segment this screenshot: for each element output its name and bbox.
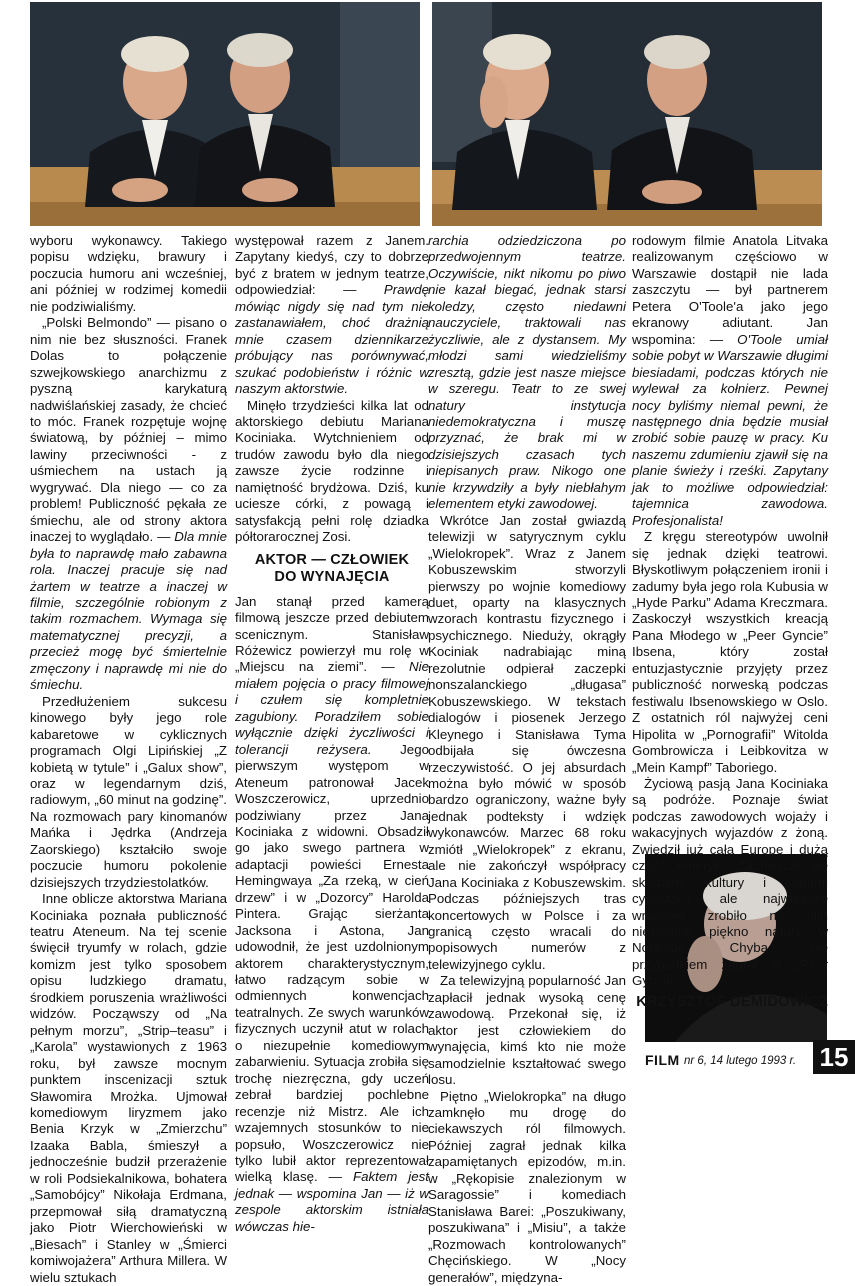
photo-two-actors-left xyxy=(30,2,420,226)
paragraph: Inne oblicze aktorstwa Mariana Kociniaka poznała publiczność teatru Ateneum. Na tej scenie święcił tryumfy w rolach, gdzie komizm jest tylko sposobem opisu ludzkiego dramatu, środkiem poruszenia wrażliwości widzów. Począwszy od „Na pełnym morzu”, „Strip–teasu” i „Karola” wystawionych z 1963 roku, był zawsze mocnym punktem inscenizacji sztuk Sławomira Mrożka. Ujmował komediowym liryzmem jako Benia Krzyk w „Zmierzchu” Izaaka Babla, śmieszył a jednocześnie budził przerażenie w roli Podsiekalnikowa, bohatera „Samobójcy” Nikołaja Erdmana, przepmował siłą dramatyczną jako Piotr Wierchowieński w „Biesach” i Stanley w „Śmierci komiwojażera” Arthura Millera. W wielu sztukach xyxy=(30,891,227,1285)
section-heading xyxy=(235,552,429,586)
paragraph: Za telewizyjną popularność Jan zapłacił jednak wysoką cenę zawodową. Przekonał się, iż aktor jest człowiekiem do wynajęcia, kimś kto nie może samodzielnie kształtować swego losu. xyxy=(428,973,626,1088)
paragraph: Wkrótce Jan został gwiazdą telewizji w satyrycznym cyklu „Wielokropek”. Wraz z Janem Kobuszewskim stworzyli pierwszy po wojnie komediowy duet, oparty na klasycznych wzorach kontrastu fizycznego i psychicznego. Nieduży, okrągły Kociniak nadrabiając miną rezolutnie odpierał zaczepki nonszalanckiego „długasa” Kobuszewskiego. W tekstach dialogów i piosenek Jerzego Kleynego i Stanisława Tyma odbijała się ówczesna rzeczywistość. O jej absurdach można było mówić w sposób bardzo ograniczony, ważne były jednak podteksty i wdzięk wykonawców. Marzec 68 roku zmiótł „Wielokropek” z ekranu, ale nie zakończył współpracy Jana Kociniaka z Kobuszewskim. Podczas późniejszych tras koncertowych w Polsce i za granicą często wracali do popisowych numerów z telewizyjnego cyklu. xyxy=(428,512,626,972)
photo-two-actors-right xyxy=(432,2,822,226)
author-byline: KRZYSZTOF DEMIDOWICZ xyxy=(636,993,828,1010)
article-column-1 xyxy=(30,233,227,1285)
paragraph: „Polski Belmondo” — pisano o nim nie bez słuszności. Franek Dolas to połączenie szwejkowskiego anarchizmu z pyszną karykaturą nadwiślańskiej zasady, że chcieć to móc. Franek rozpętuje wojnę światową, by później – mimo lawiny przeciwności - z uśmiechem na ustach ją wygrywać. Dla niego — co za problem! Publiczność pękała ze śmiechu, ale od strony aktora inaczej to wyglądało. — Dla mnie była to naprawdę mało zabawna rola. Inaczej pracuje się nad żartem w teatrze a inaczej w filmie, szczególnie robionym z takim rozmachem. Wymaga się matematycznej precyzji, a przecież mogę być śmiertelnie zmęczony i naprawdę mi nie do śmiechu. xyxy=(30,315,227,693)
magazine-name: FILM xyxy=(645,1052,680,1068)
article-column-2 xyxy=(235,233,430,1234)
paragraph: Minęło trzydzieści kilka lat od aktorskiego debiutu Mariana Kociniaka. Wytchnieniem od trudów zawodu było dla niego zawsze życie rodzinne i namiętność brydżowa. Dziś, ku uciesze córki, z powagą i satysfakcją pełni rolę dziadka półtorarocznej Zosi. xyxy=(235,397,429,545)
article-column-4 xyxy=(632,233,828,1010)
quote: Faktem jest jednak — wspomina Jan — iż w zespole aktorskim istniała wówczas hie- xyxy=(235,1169,430,1234)
quote: O'Toole umiał sobie pobyt w Warszawie długimi biesiadami, podczas których nie wylewał za kołnierz. Pewnej nocy byliśmy niemal pewni, że następnego dnia będzie musiał zrobić sobie pauzę w pracy. Ku naszemu zdumieniu zjawił się na planie świeży i rześki. Zapytany jak to możliwe odpowiedział: tajemnica zawodowa. Profesjonalista! xyxy=(632,331,828,528)
paragraph: Przedłużeniem sukcesu kinowego były jego role kabaretowe w cyklicznych programach Olgi Lipińskiej „Z kobietą w tytule” i „Galux show”, oraz w legendarnym dziś, radiowym, „60 minut na godzinę”. Na rozmowach pary kinomanów Mańka i Jędrka (Andrzeja Zaorskiego) kształciło swoje poczucie humoru pokolenie dzisiejszych trzydziestolatków. xyxy=(30,693,227,890)
paragraph: Jan stanął przed kamerą filmową jeszcze przed debiutem scenicznym. Stanisław Różewicz powierzył mu rolę w „Miejscu na ziemi”. — Nie miałem pojęcia o pracy filmowej i czułem się kompletnie zagubiony. Poradziłem sobie wyłącznie dzięki życzliwości i tolerancji reżysera. Jego pierwszym występom w Ateneum patronował Jacek Woszczerowicz, uprzednio podziwiany przez Jana Kociniaka z widowni. Obsadził go jako swego partnera w adaptacji powieści Ernesta Hemingwaya „Za rzeką, w cień drzew” i w „Dozorcy” Harolda Pintera. Grając sierżanta Jacksona i Astona, Jan udowodnił, że jest uzdolnionym aktorem charakterystycznym, łatwo radzącym sobie w odmiennych konwencjach teatralnych. Ze swych warunków fizycznych uczynił atut w rolach o niezupełnie komediowym zabarwieniu. Sytuacja zrobiła się trochę niezręczna, gdy uczeń zebrał bardziej pochlebne recenzje niż Mistrz. Ale ich wzajemnych stosunków to nie popsuło, Woszczerowicz nie tylko lubił aktor reprezentował wielką klasę. — Faktem jest jednak — wspomina Jan — iż w zespole aktorskim istniała wówczas hie- xyxy=(235,593,430,1234)
heading-line: AKTOR — CZŁOWIEK xyxy=(254,551,410,568)
quote: Nie miałem pojęcia o pracy filmowej i czułem się kompletnie zagubiony. Poradziłem sobie wyłącznie dzięki życzliwości i tolerancji reżysera. xyxy=(235,659,429,757)
paragraph: rodowym filmie Anatola Litvaka realizowanym częściowo w Warszawie dostąpił nie lada zaszczytu — był partnerem Petera O'Toole'a jako jego ekranowy adiutant. Jan wspomina: — O'Toole umiał sobie pobyt w Warszawie długimi biesiadami, podczas których nie wylewał za kołnierz. Pewnej nocy byliśmy niemal pewni, że następnego dnia będzie musiał zrobić sobie pauzę w pracy. Ku naszemu zdumieniu zjawił się na planie świeży i rześki. Zapytany jak to możliwe odpowiedział: tajemnica zawodowa. Profesjonalista! xyxy=(632,233,828,528)
paragraph: występował razem z Janem. Zapytany kiedyś, czy to dobrze być z bratem w jednym teatrze, odpowiedział: — Prawdę mówiąc nigdy się nad tym nie zastanawiałem, choć drażnią mnie czasem dziennikarze próbujący nas porównywać, szukać podobieństw i różnic w naszym aktorstwie. xyxy=(235,233,429,397)
quote: rarchia odziedziczona po przedwojennym teatrze. Oczywiście, nikt nikomu po piwo nie kazał biegać, jednak starsi koledzy, często niedawni nauczyciele, traktowali nas życzliwie, ale z dystansem. My młodzi sami wiedzieliśmy zresztą, gdzie jest nasze miejsce w szeregu. Teatr to ze swej natury instytucja niedemokratyczna i muszę przyznać, że brak mi w dzisiejszych czasach tych niepisanych praw. Nikogo one nie krzywdziły a były niebłahym elementem etyki zawodowej. xyxy=(428,233,626,512)
paragraph xyxy=(428,233,626,513)
quote: Dla mnie była to naprawdę mało zabawna rola. Inaczej pracuje się nad żartem w teatrze a inaczej w filmie, szczególnie robionym z takim rozmachem. Wymaga się matematycznej precyzji, a przecież mogę być śmiertelnie zmęczony i naprawdę mi nie do śmiechu. xyxy=(30,529,227,693)
paragraph: wyboru wykonawcy. Takiego popisu wdzięku, brawury i poczucia humoru ani wcześniej, ani później w rodzimej komedii nie podziwialiśmy. xyxy=(30,233,227,314)
page-number: 15 xyxy=(813,1040,855,1074)
paragraph: Z kręgu stereotypów uwolnił się jednak dzięki teatrowi. Błyskotliwym połączeniem ironii i zadumy była jego rola Kubusia w „Hyde Parku” Adama Kreczmara. Zaskoczył wszystkich kreacją Pana Młodego w „Peer Gyncie” Ibsena, który został entuzjastycznie przyjęty przez publiczność norweską podczas festiwalu Ibsenowskiego w Oslo. Z ostatnich ról najwyżej ceni Hipolita w „Pornografii” Witolda Gombrowicza i Leibkovitza w „Mein Kampf” Taboriego. xyxy=(632,529,828,775)
paragraph: Piętno „Wielokropka” na długo zamknęło mu drogę do ciekawszych ról filmowych. Później zagrał jednak kilka zapamiętanych epizodów, m.in. w „Rękopisie znalezionym w Saragossie” i komediach Stanisława Barei: „Poszukiwany, poszukiwana” i „Misiu”, a także „Rozmowach kontrolowanych” Chęcińskiego. W „Nocy generałów”, międzyna- xyxy=(428,1088,626,1285)
heading-line: DO WYNAJĘCIA xyxy=(274,568,390,585)
article-column-3 xyxy=(428,233,626,1285)
issue-date: nr 6, 14 lutego 1993 r. xyxy=(684,1055,797,1067)
paragraph: Życiową pasją Jana Kociniaka są podróże. Poznaje świat podczas zawodowych wojaży i wakacyjnych wyjazdów z żoną. Zwiedził już całą Europę i dużą część Ameryki. Zachwycał się skarbami kultury i cudami cywilizacji, ale największe wrażenie zrobiło na nim niezłomne piękno natury w Norwegii. Chyba nie przypadkiem zagrał w „Peer Gyncie”. xyxy=(632,775,828,989)
quote: Prawdę mówiąc nigdy się nad tym nie zastanawiałem, choć drażnią mnie czasem dziennikarze próbujący nas porównywać, szukać podobieństw i różnic w naszym aktorstwie. xyxy=(235,282,429,397)
